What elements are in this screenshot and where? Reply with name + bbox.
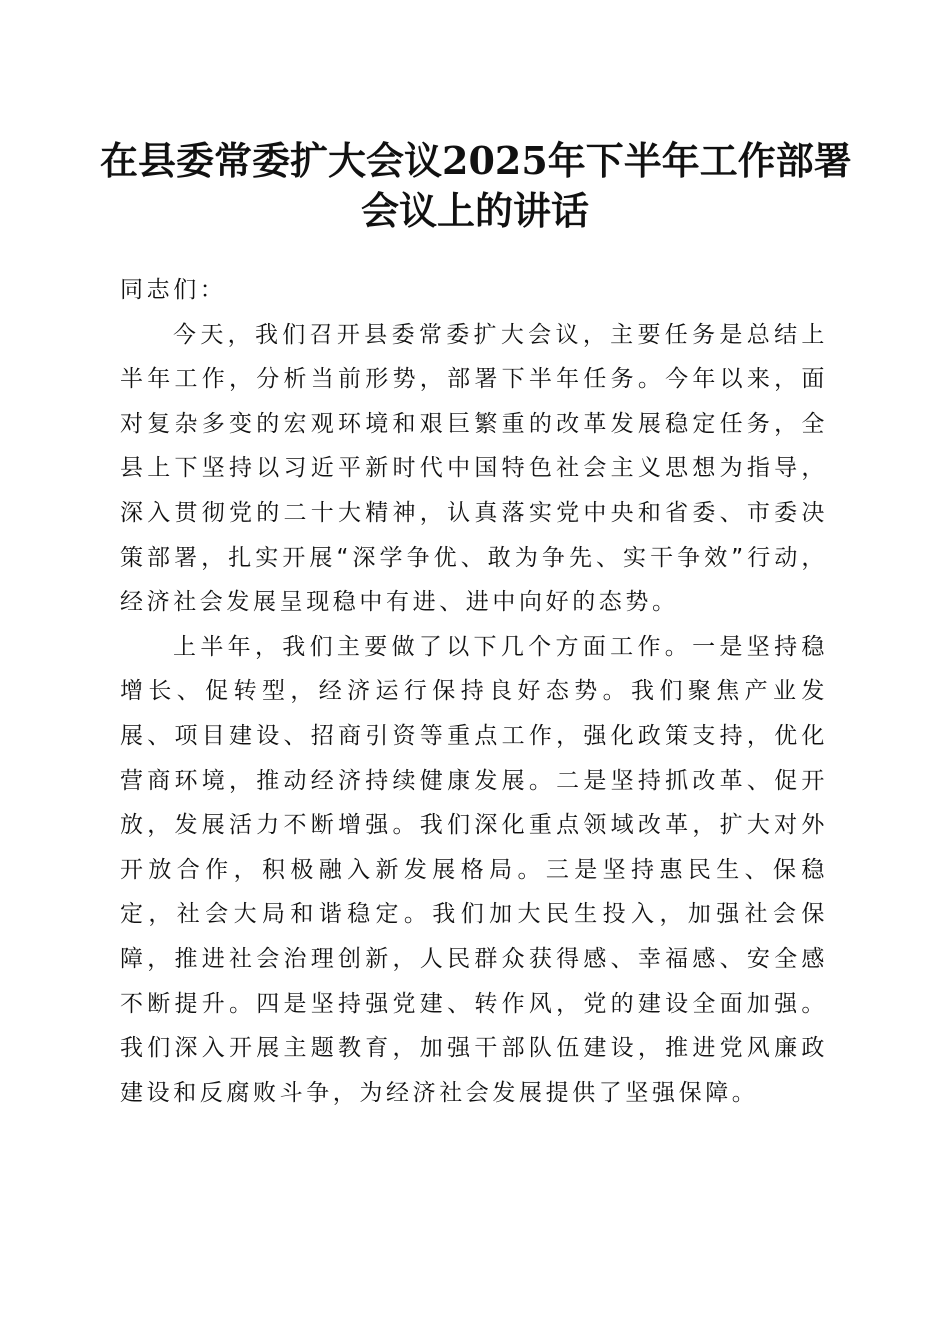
document-body [120, 268, 828, 1115]
title-line-1: 在县委常委扩大会议2025年下半年工作部署 [100, 138, 852, 183]
paragraph-work-summary: 上半年，我们主要做了以下几个方面工作。一是坚持稳增长、促转型，经济运行保持良好态势。我们聚焦产业发展、项目建设、招商引资等重点工作，强化政策支持，优化营商环境，推动经济持续健康发展。二是坚持抓改革、促开放，发展活力不断增强。我们深化重点领域改革，扩大对外开放合作，积极融入新发展格局。三是坚持惠民生、保稳定，社会大局和谐稳定。我们加大民生投入，加强社会保障，推进社会治理创新，人民群众获得感、幸福感、安全感不断提升。四是坚持强党建、转作风，党的建设全面加强。我们深入开展主题教育，加强干部队伍建设，推进党风廉政建设和反腐败斗争，为经济社会发展提供了坚强保障。 [120, 633, 828, 1106]
paragraph-opening: 今天，我们召开县委常委扩大会议，主要任务是总结上半年工作，分析当前形势，部署下半年任务。今年以来，面对复杂多变的宏观环境和艰巨繁重的改革发展稳定任务，全县上下坚持以习近平新时代中国特色社会主义思想为指导，深入贯彻党的二十大精神，认真落实党中央和省委、市委决策部署，扎实开展“深学争优、敢为争先、实干争效”行动，经济社会发展呈现稳中有进、进中向好的态势。 [120, 321, 828, 616]
document-title [100, 136, 850, 236]
salutation: 同志们： [120, 277, 227, 303]
title-line-2: 会议上的讲话 [360, 188, 589, 233]
